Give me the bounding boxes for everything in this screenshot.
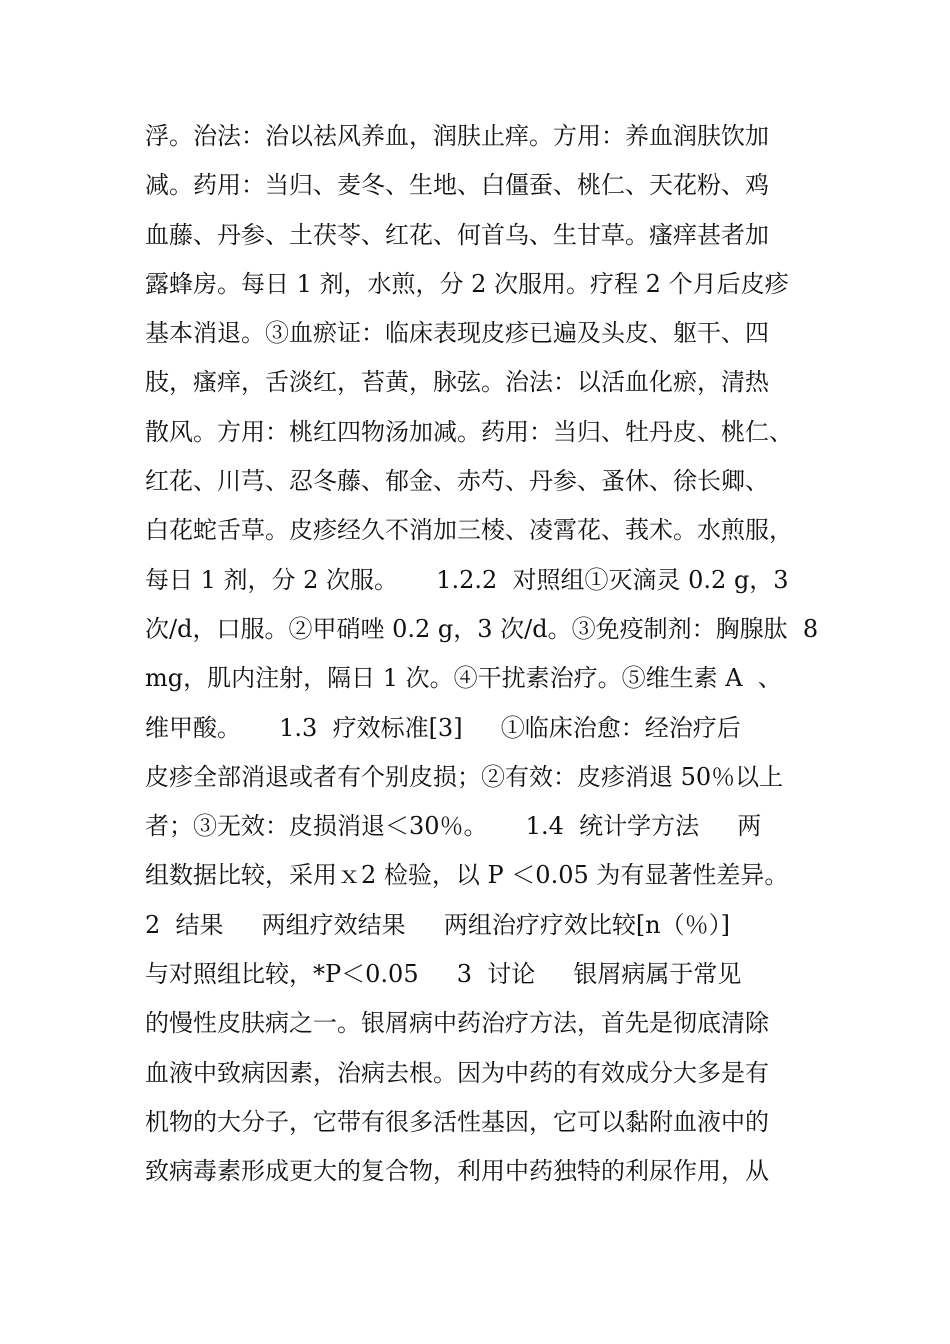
- text-line: 血液中致病因素，治病去根。因为中药的有效成分大多是有: [145, 1058, 769, 1087]
- text-line: 维甲酸。 1.3 疗效标准[3] ①临床治愈：经治疗后: [145, 713, 741, 742]
- text-line: 基本消退。③血瘀证：临床表现皮疹已遍及头皮、躯干、四: [145, 319, 769, 348]
- text-line: 肢，瘙痒，舌淡红，苔黄，脉弦。治法：以活血化瘀，清热: [145, 368, 769, 397]
- text-line: 致病毒素形成更大的复合物，利用中药独特的利尿作用，从: [145, 1157, 769, 1186]
- text-line: 机物的大分子，它带有很多活性基因，它可以黏附血液中的: [145, 1107, 769, 1136]
- text-line: 每日 1 剂，分 2 次服。 1.2.2 对照组①灭滴灵 0.2 g，3: [145, 565, 789, 594]
- text-line: mg，肌内注射，隔日 1 次。④干扰素治疗。⑤维生素 A 、: [145, 664, 782, 693]
- text-line: 红花、川芎、忍冬藤、郁金、赤芍、丹参、蚤休、徐长卿、: [145, 467, 769, 496]
- text-line: 浮。治法：治以祛风养血，润肤止痒。方用：养血润肤饮加: [145, 122, 769, 150]
- text-line: 减。药用：当归、麦冬、生地、白僵蚕、桃仁、天花粉、鸡: [145, 171, 769, 200]
- text-line: 皮疹全部消退或者有个别皮损；②有效：皮疹消退 50％以上: [145, 762, 784, 791]
- text-line: 者；③无效：皮损消退＜30％。 1.4 统计学方法 两: [145, 812, 762, 841]
- text-line: 的慢性皮肤病之一。银屑病中药治疗方法，首先是彻底清除: [145, 1009, 769, 1038]
- text-line: 次/d，口服。②甲硝唑 0.2 g，3 次/d。③免疫制剂：胸腺肽 8: [145, 614, 819, 643]
- text-line: 组数据比较，采用ｘ2 检验，以 P ＜0.05 为有显著性差异。: [145, 861, 789, 890]
- text-line: 散风。方用：桃红四物汤加减。药用：当归、牡丹皮、桃仁、: [145, 417, 793, 446]
- text-line: 露蜂房。每日 1 剂，水煎，分 2 次服用。疗程 2 个月后皮疹: [145, 269, 789, 298]
- text-line: 血藤、丹参、土茯苓、红花、何首乌、生甘草。瘙痒甚者加: [145, 220, 769, 249]
- text-line: 白花蛇舌草。皮疹经久不消加三棱、凌霄花、莪术。水煎服，: [145, 516, 793, 545]
- body-text: [145, 112, 819, 1197]
- text-line: 2 结果 两组疗效结果 两组治疗疗效比较[n（％）]: [145, 910, 730, 939]
- text-line: 与对照组比较，*P＜0.05 3 讨论 银屑病属于常见: [145, 960, 742, 989]
